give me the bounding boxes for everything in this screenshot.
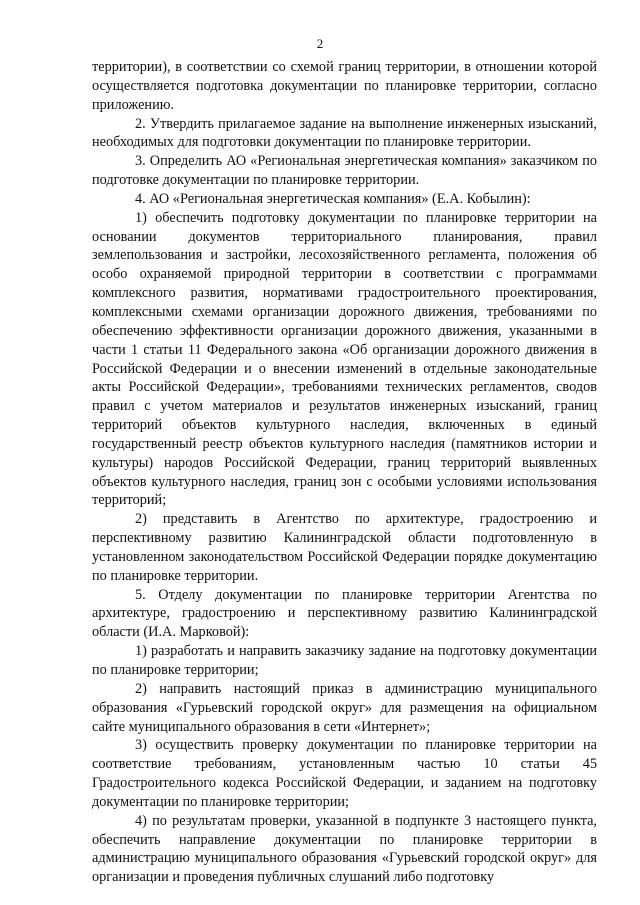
paragraph-item-4-1: 1) обеспечить подготовку документации по планировке территории на основании документов территориального планирования, правил землепользования и застройки, лесохозяйственного регламента, положения об особо охраняемой природной территории в соответствии с программами комплексного развития, нормативами градостроительного проектирования, комплексными схемами организации дорожного движения, требованиями по обеспечению эффективности организации дорожного движения, указанными в части 1 статьи 11 Федерального закона «Об организации дорожного движения в Российской Федерации и о внесении изменений в отдельные законодательные акты Российской Федерации», требованиями технических регламентов, сводов правил с учетом материалов и результатов инженерных изысканий, границ территорий объектов культурного наследия, включенных в единый государственный реестр объектов культурного наследия (памятников истории и культуры) народов Российской Федерации, границ территорий выявленных объектов культурного наследия, границ зон с особыми условиями использования территорий; (92, 209, 597, 509)
paragraph-item-4-2: 2) представить в Агентство по архитектуре, градостроению и перспективному развитию Калининградской области подготовленную в установленном законодательством Российской Федерации порядке документацию по планировке территории. (92, 511, 597, 584)
paragraph-item-4: 4. АО «Региональная энергетическая компания» (Е.А. Кобылин): (135, 190, 531, 207)
paragraph-item-5-1: 1) разработать и направить заказчику задание на подготовку документации по планировке территории; (92, 643, 597, 678)
paragraph-continuation: территории), в соответствии со схемой границ территории, в отношении которой осуществляется подготовка документации по планировке территории, согласно приложению. (92, 59, 597, 113)
paragraph-item-3: 3. Определить АО «Региональная энергетическая компания» заказчиком по подготовке документации по планировке территории. (92, 153, 597, 189)
paragraph-item-5-2: 2) направить настоящий приказ в администрацию муниципального образования «Гурьевский городской округ» для размещения на официальном сайте муниципального образования в сети «Интернет»; (92, 680, 597, 735)
paragraph-item-2: 2. Утвердить прилагаемое задание на выполнение инженерных изысканий, необходимых для подготовки документации по планировке территории. (92, 115, 597, 151)
paragraph-item-5: 5. Отделу документации по планировке территории Агентства по архитектуре, градостроению и перспективному развитию Калининградской области (И.А. Марковой): (92, 586, 597, 641)
paragraph-item-5-4: 4) по результатам проверки, указанной в подпункте 3 настоящего пункта, обеспечить направление документации по планировке территории в администрацию муниципального образования «Гурьевский городской округ» для организации и проведения публичных слушаний либо подготовку (92, 812, 597, 886)
paragraph-item-5-3: 3) осуществить проверку документации по планировке территории на соответствие требованиям, установленным частью 10 статьи 45 Градостроительного кодекса Российской Федерации, и заданием на подготовку документации по планировке территории; (92, 737, 597, 810)
document-body (92, 58, 597, 887)
page-number: 2 (316, 36, 324, 51)
